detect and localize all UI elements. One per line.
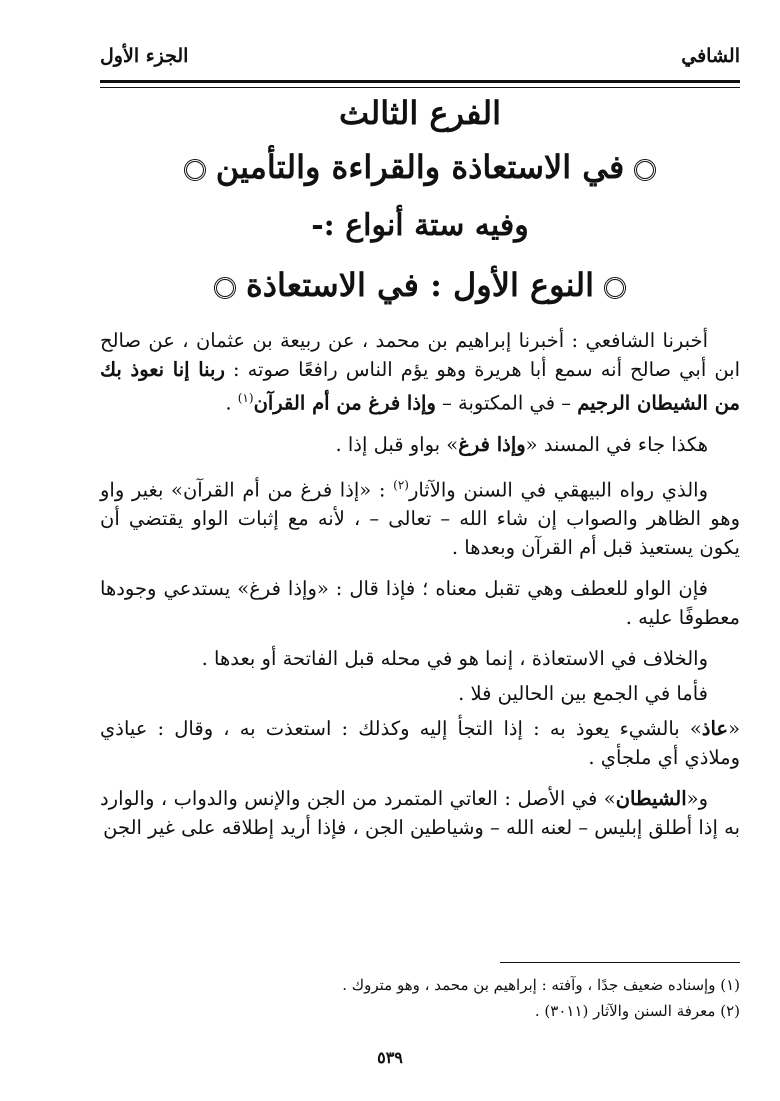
paragraph — [100, 714, 740, 772]
paragraph — [100, 326, 740, 418]
paragraph: فإن الواو للعطف وهي تقبل معناه ؛ فإذا قال : «وإذا فرغ» يستدعي وجودها معطوفًا عليه . — [100, 577, 740, 629]
header-rule — [100, 80, 740, 88]
type-heading-text: النوع الأول : في الاستعاذة — [246, 266, 594, 304]
footnote-ref[interactable]: (٢) — [393, 477, 409, 492]
footnotes — [100, 972, 740, 1024]
text-run: » بالشيء يعوذ به : إذا التجأ إليه وكذلك : استعذت به ، وقال : عياذي وملاذي أي ملجأي . — [100, 717, 740, 769]
running-header — [100, 36, 740, 76]
text-run: . — [225, 391, 238, 415]
footnote: (٢) معرفة السنن والآثار (٣٠١١) . — [534, 1002, 740, 1020]
bold-text-run: وإذا فرغ — [458, 432, 526, 456]
type-heading — [100, 266, 740, 304]
text-run: أخبرنا الشافعي : أخبرنا إبراهيم بن محمد ، عن ربيعة بن عثمان ، عن صالح ابن أبي صالح أنه سمع أبا هريرة وهو يؤم الناس رافعًا صوته : — [100, 329, 741, 381]
header-book-title: الشافي — [681, 45, 740, 67]
text-run: : «إذا فرغ من أم القرآن» بغير واو وهو الظاهر والصواب إن شاء الله – تعالى – ، لأنه مع إثبات الواو يقتضي أن يكون يستعيذ قبل أم القرآن وبعدها . — [100, 478, 740, 559]
ornament-right-icon — [634, 159, 656, 181]
text-run: » بواو قبل إذا . — [335, 432, 459, 456]
bold-text-run: عاذ — [701, 717, 729, 740]
text-run: هكذا جاء في المسند « — [525, 432, 708, 456]
text-run: و« — [686, 787, 708, 810]
paragraph: والخلاف في الاستعاذة ، إنما هو في محله قبل الفاتحة أو بعدها . — [201, 647, 708, 670]
text-run: والذي رواه البيهقي في السنن والآثار — [408, 478, 708, 501]
ornament-right-icon — [604, 277, 626, 299]
paragraph: فأما في الجمع بين الحالين فلا . — [458, 682, 708, 705]
ornament-left-icon — [214, 277, 236, 299]
paragraph — [100, 784, 740, 842]
body-text — [100, 326, 740, 854]
footnote-rule — [500, 962, 740, 963]
page-number: ٥٣٩ — [377, 1048, 403, 1067]
bold-text-run: ربنا إنا نعوذ بك من الشيطان الرجيم — [100, 358, 740, 415]
footnote-ref[interactable]: (١) — [237, 391, 254, 405]
paragraph — [100, 471, 740, 563]
subheading: وفيه ستة أنواع :- — [311, 208, 529, 243]
text-run: « — [728, 717, 740, 740]
text-run: » في الأصل : العاتي المتمرد من الجن والإنس والدواب ، والوارد به إذا أطلق إبليس – لعنه الله – وشياطين الجن ، فإذا أريد إطلاقه على غير الجن — [100, 787, 740, 839]
section-heading: الفرع الثالث — [339, 94, 501, 132]
ornament-left-icon — [184, 159, 206, 181]
bold-text-run: وإذا فرغ من أم القرآن — [253, 391, 436, 415]
footnote: (١) وإسناده ضعيف جدًا ، وآفته : إبراهيم بن محمد ، وهو متروك . — [342, 976, 740, 994]
header-volume: الجزء الأول — [100, 45, 189, 67]
chapter-heading-text: في الاستعاذة والقراءة والتأمين — [215, 148, 625, 186]
bold-text-run: الشيطان — [615, 787, 687, 810]
chapter-heading — [100, 148, 740, 186]
paragraph — [100, 430, 740, 459]
text-run: – في المكتوبة – — [435, 391, 578, 415]
